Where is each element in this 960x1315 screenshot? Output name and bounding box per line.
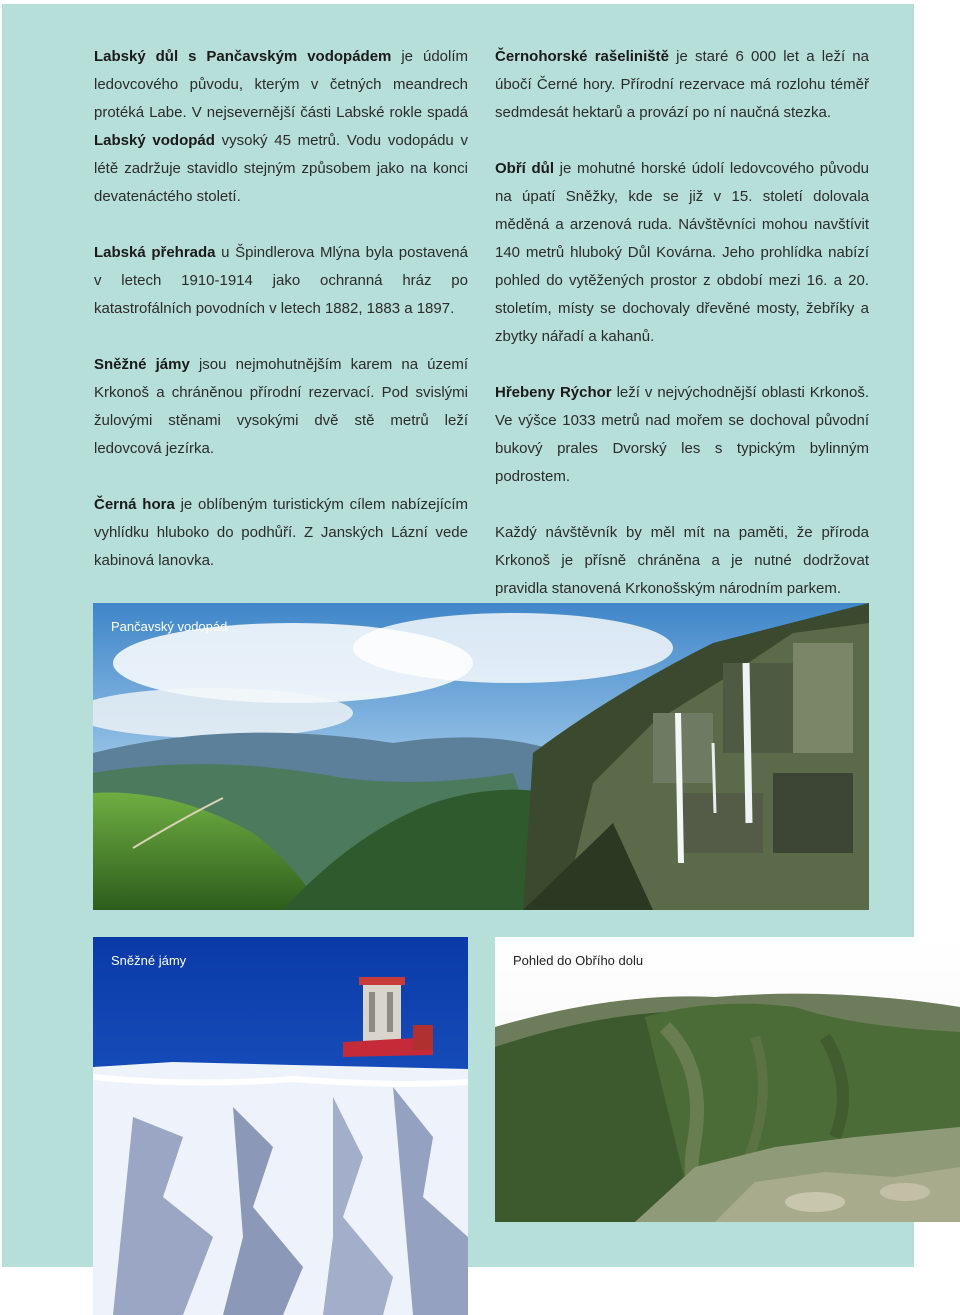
- photo-pancavsky-vodopad: [93, 603, 869, 910]
- left-text-column: [94, 43, 468, 603]
- paragraph-cerna-hora: Černá hora je oblíbeným turistickým cílem nabízejícím vyhlídku hluboko do podhůří. Z Janských Lázní vede kabinová lanovka.: [94, 496, 468, 569]
- paragraph-labsky-dul: Labský důl s Pančavským vodopádem je údolím ledovcového původu, kterým v četných meandrech protéká Labe. V nejsevernější části Labské rokle spadá Labský vodopád vysoký 45 metrů. Vodu vodopádu v létě zadržuje stavidlo stejným způsobem jako na konci devatenáctého století.: [94, 48, 468, 205]
- paragraph-labska-prehrada: Labská přehrada u Špindlerova Mlýna byla postavená v letech 1910-1914 jako ochranná hráz po katastrofálních povodních v letech 1882, 1883 a 1897.: [94, 244, 468, 317]
- mountain-valley-image: [495, 937, 960, 1222]
- photo-snezne-jamy: [93, 937, 468, 1315]
- paragraph-cernohorske-raseliniste: Černohorské rašeliniště je staré 6 000 let a leží na úbočí Černé hory. Přírodní rezervace má rozlohu téměř sedmdesát hektarů a provází po ní naučná stezka.: [495, 48, 869, 121]
- caption-pancavsky-vodopad: Pančavský vodopád: [111, 619, 228, 634]
- photo-obri-dul: [495, 937, 960, 1222]
- caption-obri-dul: Pohled do Obřího dolu: [513, 953, 644, 968]
- paragraph-ochrana-prirody: Každý návštěvník by měl mít na paměti, že příroda Krkonoš je přísně chráněna a je nutné dodržovat pravidla stanovená Krkonošským národním parkem.: [495, 524, 869, 597]
- valley-waterfall-image: [93, 603, 869, 910]
- paragraph-obri-dul: Obří důl je mohutné horské údolí ledovcového původu na úpatí Sněžky, kde se již v 15. století dolovala měděná a arzenová ruda. Návštěvníci mohou navštívit 140 metrů hluboký Důl Kovárna. Jeho prohlídka nabízí pohled do vytěžených prostor z období mezi 16. a 20. stoletím, místy se dochovaly dřevěné mosty, žebříky a zbytky nářadí a kahanů.: [495, 160, 870, 345]
- right-text-column: [495, 43, 869, 631]
- snowy-cliffs-image: [93, 937, 468, 1315]
- caption-snezne-jamy: Sněžné jámy: [111, 953, 187, 968]
- paragraph-hrebeny-rychor: Hřebeny Rýchor leží v nejvýchodnější oblasti Krkonoš. Ve výšce 1033 metrů nad mořem se dochoval původní bukový prales Dvorský les s typickým bylinným podrostem.: [495, 384, 869, 485]
- paragraph-snezne-jamy: Sněžné jámy jsou nejmohutnějším karem na území Krkonoš a chráněnou přírodní rezervací. Pod svislými žulovými stěnami vysokými dvě stě metrů leží ledovcová jezírka.: [94, 356, 469, 457]
